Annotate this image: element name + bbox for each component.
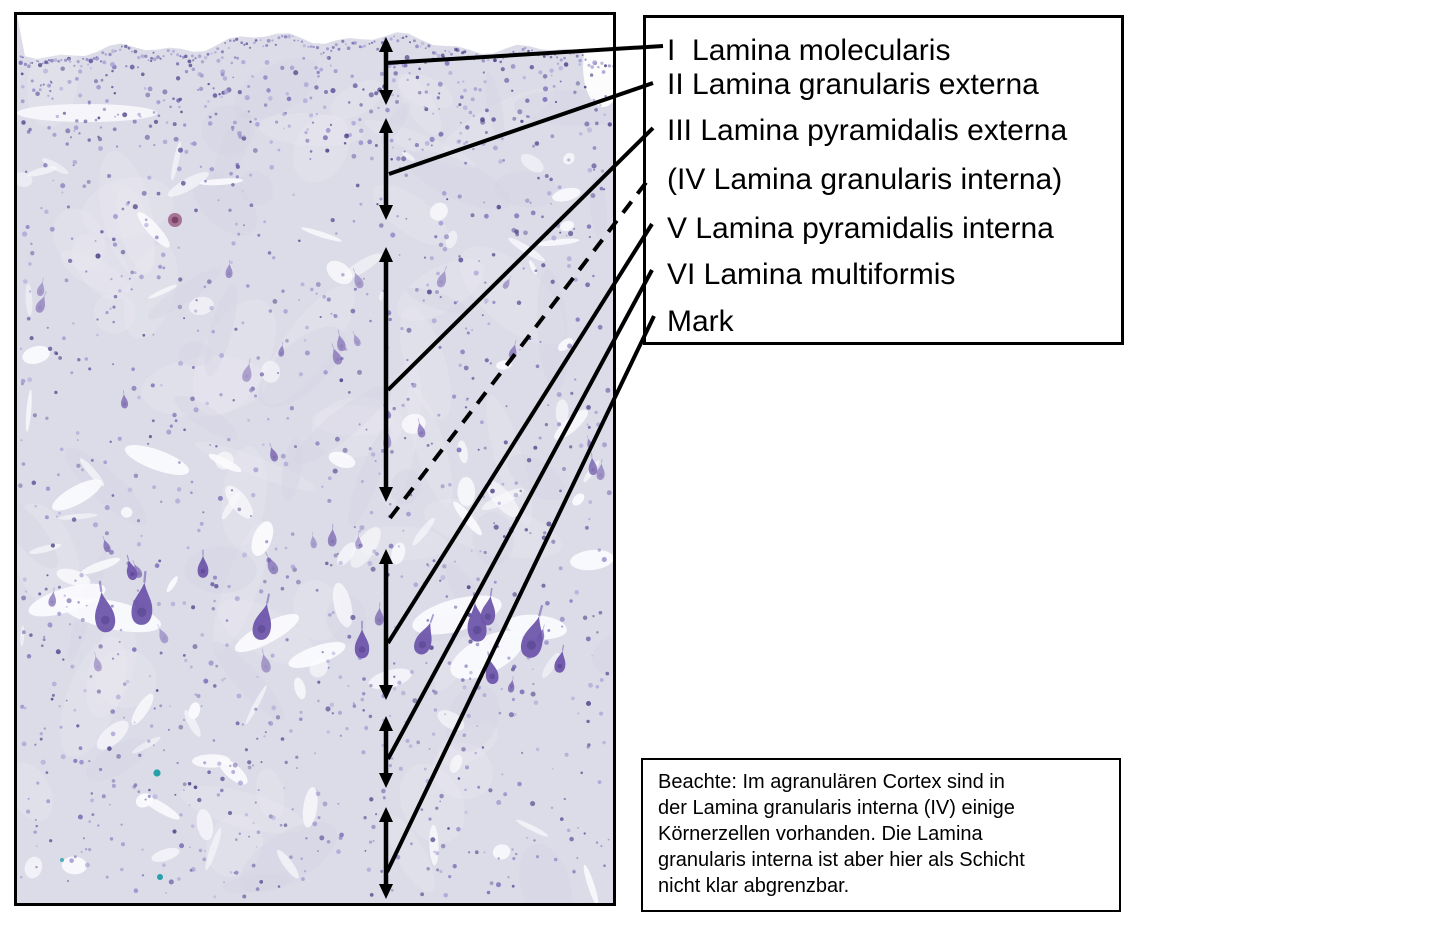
legend-item-lamina-multiformis: VI Lamina multiformis xyxy=(667,258,956,291)
legend-item-lamina-molecularis: I Lamina molecularis xyxy=(667,34,951,67)
layer-legend-box xyxy=(643,15,1124,345)
note-line: nicht klar abgrenzbar. xyxy=(658,875,850,897)
note-line: der Lamina granularis interna (IV) einige xyxy=(658,797,1015,819)
legend-item-mark: Mark xyxy=(667,305,734,338)
legend-item-lamina-granularis-interna: (IV Lamina granularis interna) xyxy=(667,163,1063,196)
note-line: Beachte: Im agranulären Cortex sind in xyxy=(658,771,1005,793)
legend-item-lamina-granularis-externa: II Lamina granularis externa xyxy=(667,68,1039,101)
note-line: Körnerzellen vorhanden. Die Lamina xyxy=(658,823,983,845)
note-line: granularis interna ist aber hier als Schicht xyxy=(658,849,1025,871)
legend-item-lamina-pyramidalis-interna: V Lamina pyramidalis interna xyxy=(667,212,1054,245)
note-box xyxy=(641,758,1121,912)
histology-micrograph xyxy=(14,12,616,906)
legend-item-lamina-pyramidalis-externa: III Lamina pyramidalis externa xyxy=(667,114,1068,147)
cortex-tissue-image xyxy=(17,15,613,903)
